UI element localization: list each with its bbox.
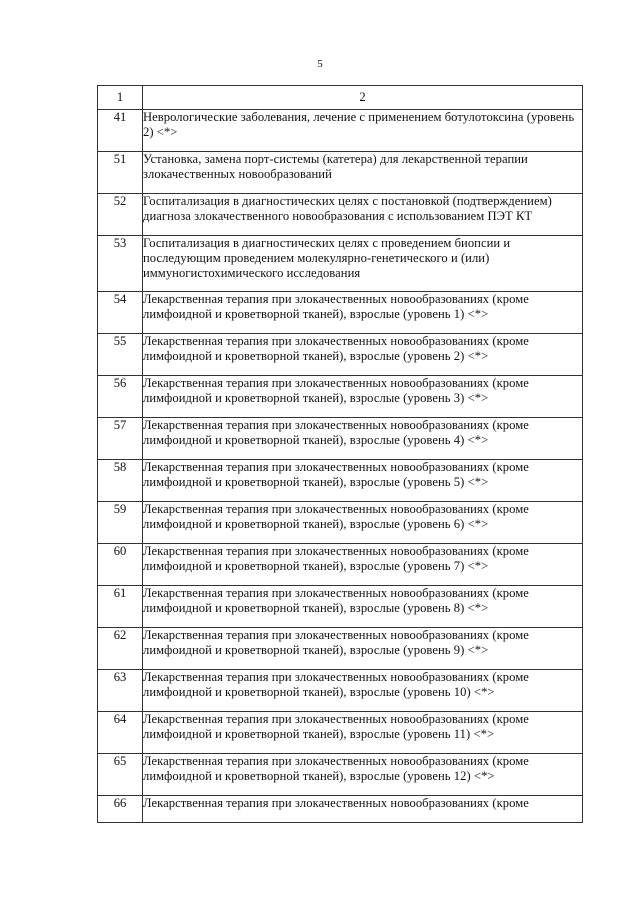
tariff-table: [97, 85, 583, 823]
row-text-content: Лекарственная терапия при злокачественных новообразованиях (кроме лимфоидной и кроветворной тканей), взрослые (уровень 12) <*>: [143, 754, 529, 783]
row-text-content: Лекарственная терапия при злокачественных новообразованиях (кроме лимфоидной и кроветворной тканей), взрослые (уровень 8) <*>: [143, 586, 529, 615]
row-number: 65: [98, 754, 143, 796]
table-row: [98, 236, 583, 292]
row-text: [143, 194, 583, 236]
row-text: [143, 586, 583, 628]
row-number: 55: [98, 334, 143, 376]
table-row: [98, 670, 583, 712]
row-text: [143, 712, 583, 754]
row-text: [143, 460, 583, 502]
table-header-row: [98, 86, 583, 110]
row-text: [143, 292, 583, 334]
row-number: 60: [98, 544, 143, 586]
row-text-content: Лекарственная терапия при злокачественных новообразованиях (кроме: [143, 796, 529, 810]
page-number: 5: [317, 58, 323, 70]
row-text-content: Установка, замена порт-системы (катетера) для лекарственной терапии злокачественных новообразований: [143, 152, 528, 181]
row-number: 41: [98, 110, 143, 152]
row-number: 66: [98, 796, 143, 823]
table-row: [98, 796, 583, 823]
table-row: [98, 376, 583, 418]
row-text: [143, 152, 583, 194]
row-text-content: Лекарственная терапия при злокачественных новообразованиях (кроме лимфоидной и кроветворной тканей), взрослые (уровень 7) <*>: [143, 544, 529, 573]
row-text: [143, 796, 583, 823]
row-text: [143, 418, 583, 460]
table-row: [98, 712, 583, 754]
row-text: [143, 110, 583, 152]
row-number: 51: [98, 152, 143, 194]
row-text: [143, 502, 583, 544]
row-text: [143, 334, 583, 376]
table-row: [98, 292, 583, 334]
row-number: 61: [98, 586, 143, 628]
row-text: [143, 670, 583, 712]
table-row: [98, 110, 583, 152]
header-col-number: 1: [98, 86, 143, 110]
row-text-content: Лекарственная терапия при злокачественных новообразованиях (кроме лимфоидной и кроветворной тканей), взрослые (уровень 1) <*>: [143, 292, 529, 321]
row-number: 62: [98, 628, 143, 670]
row-text: [143, 236, 583, 292]
row-number: 57: [98, 418, 143, 460]
row-number: 56: [98, 376, 143, 418]
row-text-content: Лекарственная терапия при злокачественных новообразованиях (кроме лимфоидной и кроветворной тканей), взрослые (уровень 10) <*>: [143, 670, 529, 699]
row-text-content: Госпитализация в диагностических целях с проведением биопсии и последующим проведением молекулярно-генетического и (или) иммуногистохимического исследования: [143, 236, 511, 280]
row-number: 63: [98, 670, 143, 712]
table-row: [98, 152, 583, 194]
row-number: 64: [98, 712, 143, 754]
row-text-content: Лекарственная терапия при злокачественных новообразованиях (кроме лимфоидной и кроветворной тканей), взрослые (уровень 6) <*>: [143, 502, 529, 531]
row-number: 59: [98, 502, 143, 544]
row-text-content: Неврологические заболевания, лечение с применением ботулотоксина (уровень 2) <*>: [143, 110, 575, 139]
row-text-content: Лекарственная терапия при злокачественных новообразованиях (кроме лимфоидной и кроветворной тканей), взрослые (уровень 4) <*>: [143, 418, 529, 447]
row-number: 52: [98, 194, 143, 236]
table-row: [98, 586, 583, 628]
row-text-content: Лекарственная терапия при злокачественных новообразованиях (кроме лимфоидной и кроветворной тканей), взрослые (уровень 5) <*>: [143, 460, 529, 489]
table-row: [98, 544, 583, 586]
row-text-content: Лекарственная терапия при злокачественных новообразованиях (кроме лимфоидной и кроветворной тканей), взрослые (уровень 2) <*>: [143, 334, 529, 363]
table-row: [98, 194, 583, 236]
header-col-description: 2: [143, 86, 583, 110]
table-row: [98, 334, 583, 376]
row-text-content: Лекарственная терапия при злокачественных новообразованиях (кроме лимфоидной и кроветворной тканей), взрослые (уровень 11) <*>: [143, 712, 529, 741]
row-text: [143, 628, 583, 670]
row-text: [143, 754, 583, 796]
row-text: [143, 544, 583, 586]
table-row: [98, 460, 583, 502]
row-number: 53: [98, 236, 143, 292]
row-number: 54: [98, 292, 143, 334]
table-row: [98, 628, 583, 670]
row-number: 58: [98, 460, 143, 502]
table-row: [98, 502, 583, 544]
row-text-content: Лекарственная терапия при злокачественных новообразованиях (кроме лимфоидной и кроветворной тканей), взрослые (уровень 3) <*>: [143, 376, 529, 405]
table-row: [98, 418, 583, 460]
row-text-content: Лекарственная терапия при злокачественных новообразованиях (кроме лимфоидной и кроветворной тканей), взрослые (уровень 9) <*>: [143, 628, 529, 657]
row-text: [143, 376, 583, 418]
row-text-content: Госпитализация в диагностических целях с постановкой (подтверждением) диагноза злокачественного новообразования с использованием ПЭТ КТ: [143, 194, 552, 223]
table-row: [98, 754, 583, 796]
